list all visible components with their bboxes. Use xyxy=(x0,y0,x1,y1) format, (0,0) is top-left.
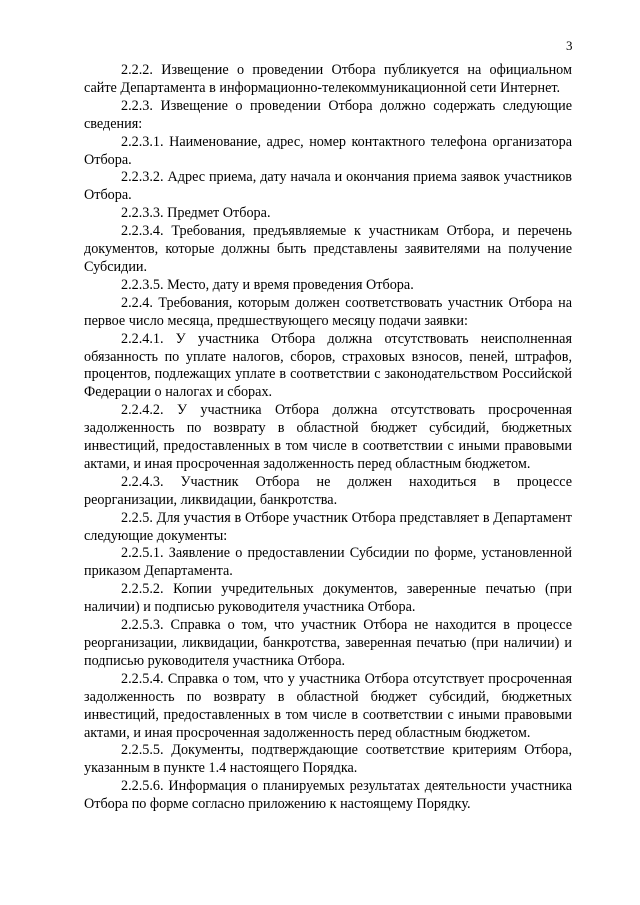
document-body xyxy=(84,62,572,814)
paragraph-2-2-3-3: 2.2.3.3. Предмет Отбора. xyxy=(121,205,271,222)
paragraph-2-2-5-4: 2.2.5.4. Справка о том, что у участника Отбора отсутствует просроченная задолженность по возврату в областной бюджет субсидий, бюджетных инвестиций, предоставленных в том числе в соответствии с иными правовыми актами, и иная просроченная задолженность перед областным бюджетом. xyxy=(84,670,572,741)
paragraph-2-2-4: 2.2.4. Требования, которым должен соответствовать участник Отбора на первое число месяца, предшествующего месяцу подачи заявки: xyxy=(84,294,572,329)
paragraph-2-2-5-1: 2.2.5.1. Заявление о предоставлении Субсидии по форме, установленной приказом Департамента. xyxy=(84,545,572,580)
paragraph-2-2-5-3: 2.2.5.3. Справка о том, что участник Отбора не находится в процессе реорганизации, ликвидации, банкротства, заверенная печатью (при наличии) и подписью руководителя участника Отбора. xyxy=(84,617,572,669)
paragraph-2-2-5: 2.2.5. Для участия в Отборе участник Отбора представляет в Департамент следующие документы: xyxy=(84,509,572,544)
paragraph-2-2-4-3: 2.2.4.3. Участник Отбора не должен находиться в процессе реорганизации, ликвидации, банкротства. xyxy=(84,473,572,508)
paragraph-2-2-4-2: 2.2.4.2. У участника Отбора должна отсутствовать просроченная задолженность по возврату в областной бюджет субсидий, бюджетных инвестиций, предоставленных в том числе в соответствии с иными правовыми актами, и иная просроченная задолженность перед областным бюджетом. xyxy=(84,402,572,472)
paragraph-2-2-2: 2.2.2. Извещение о проведении Отбора публикуется на официальном сайте Департамента в информационно-телекоммуникационной сети Интернет. xyxy=(84,62,572,96)
paragraph-2-2-3-4: 2.2.3.4. Требования, предъявляемые к участникам Отбора, и перечень документов, которые должны быть представлены заявителями на получение Субсидии. xyxy=(84,223,572,275)
paragraph-2-2-3: 2.2.3. Извещение о проведении Отбора должно содержать следующие сведения: xyxy=(84,97,572,132)
paragraph-2-2-5-5: 2.2.5.5. Документы, подтверждающие соответствие критериям Отбора, указанным в пункте 1.4 настоящего Порядка. xyxy=(84,742,572,777)
page-number: 3 xyxy=(566,38,573,53)
paragraph-2-2-3-5: 2.2.3.5. Место, дату и время проведения Отбора. xyxy=(121,276,414,293)
paragraph-2-2-5-2: 2.2.5.2. Копии учредительных документов, заверенные печатью (при наличии) и подписью руководителя участника Отбора. xyxy=(84,581,572,616)
paragraph-2-2-3-1: 2.2.3.1. Наименование, адрес, номер контактного телефона организатора Отбора. xyxy=(84,133,572,168)
paragraph-2-2-3-2: 2.2.3.2. Адрес приема, дату начала и окончания приема заявок участников Отбора. xyxy=(84,169,572,204)
paragraph-2-2-4-1: 2.2.4.1. У участника Отбора должна отсутствовать неисполненная обязанность по уплате налогов, сборов, страховых взносов, пеней, штрафов, процентов, подлежащих уплате в соответствии с законодательством Российской Федерации о налогах и сборах. xyxy=(84,330,572,401)
paragraph-2-2-5-6: 2.2.5.6. Информация о планируемых результатах деятельности участника Отбора по форме согласно приложению к настоящему Порядку. xyxy=(84,778,572,813)
